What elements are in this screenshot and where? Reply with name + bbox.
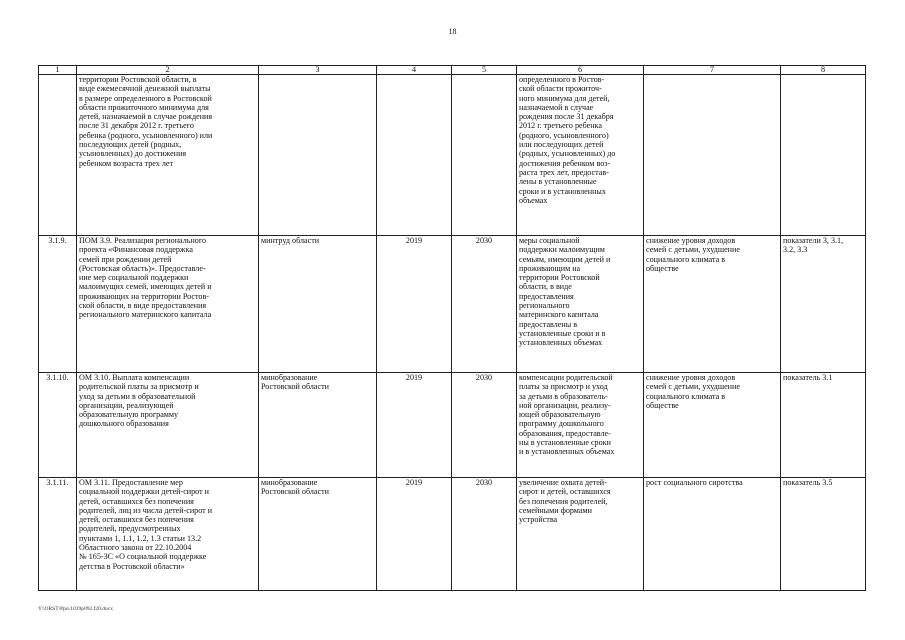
end-year: 2030 [452,236,517,373]
expected-result: увеличение охвата детей- сирот и детей, оставшихся без попечения родителей, семейными формами устройства [517,478,644,591]
column-header: 3 [259,66,377,75]
row-number [39,75,77,236]
start-year: 2019 [377,236,452,373]
column-header: 7 [644,66,781,75]
executor: минтруд области [259,236,377,373]
column-header: 8 [781,66,866,75]
expected-result: определенного в Ростов- ской области прожиточ- ного минимума для детей, назначаемой в случае рождения после 31 декабря 2012 г. третьего ребенка (родного, усыновленного) или последующих детей (родных, усыновленных) до достижения ребенком воз- раста трех лет, предостав- лены в установленные сроки и в установленных объемах [517,75,644,236]
row-number: 3.1.9. [39,236,77,373]
executor: минобразование Ростовской области [259,478,377,591]
expected-result: компенсации родительской платы за присмотр и уход за детьми в образователь- ной организации, реализу- ющей образовательную программу дошкольного образования, предоставле- ны в установленные сроки и в установленных объемах [517,373,644,478]
indicators: показатель 3.5 [781,478,866,591]
column-header: 2 [77,66,259,75]
indicators [781,75,866,236]
table-row [39,75,866,236]
column-header-row [39,66,866,75]
page-number: 18 [448,27,457,36]
consequences: снижение уровня доходов семей с детьми, ухудшение социального климата в обществе [644,373,781,478]
measure-name: ОМ 3.10. Выплата компенсации родительской платы за присмотр и уход за детьми в образовательной организации, реализующей образовательную программу дошкольного образования [77,373,259,478]
measure-name: ОМ 3.11. Предоставление мер социальной поддержки детей-сирот и детей, оставшихся без попечения родителей, лиц из числа детей-сирот и детей, оставшихся без попечения родителей, предусмотренных пунктами 1, 1.1, 1.2, 1.3 статьи 13.2 Областного закона от 22.10.2004 № 165-ЗС «О социальной поддержке детства в Ростовской области» [77,478,259,591]
start-year: 2019 [377,373,452,478]
consequences: снижение уровня доходов семей с детьми, ухудшение социального климата в обществе [644,236,781,373]
start-year [377,75,452,236]
table-row [39,236,866,373]
indicators: показатели 3, 3.1, 3.2, 3.3 [781,236,866,373]
file-path-footer: Y:\ORST\Ppo\1019p092.f20.docx [38,606,113,612]
row-number: 3.1.11. [39,478,77,591]
executor [259,75,377,236]
end-year [452,75,517,236]
indicators: показатель 3.1 [781,373,866,478]
end-year: 2030 [452,373,517,478]
column-header: 1 [39,66,77,75]
consequences [644,75,781,236]
column-header: 5 [452,66,517,75]
consequences: рост социального сиротства [644,478,781,591]
column-header: 4 [377,66,452,75]
table-row [39,373,866,478]
measure-name: ПОМ 3.9. Реализация регионального проекта «Финансовая поддержка семей при рождении детей (Ростовская область)». Предоставле- ние мер социальной поддержки малоимущих семей, имеющих детей и проживающих на территории Ростов- ской области, в виде предоставления регионального материнского капитала [77,236,259,373]
column-header: 6 [517,66,644,75]
expected-result: меры социальной поддержки малоимущим семьям, имеющим детей и проживающим на территории Ростовской области, в виде предоставления регионального материнского капитала предоставлены в установленные сроки и в установленных объемах [517,236,644,373]
program-table [38,65,866,591]
executor: минобразование Ростовской области [259,373,377,478]
measure-name: территории Ростовской области, в виде ежемесячной денежной выплаты в размере определенного в Ростовской области прожиточного минимума для детей, назначаемой в случае рождения после 31 декабря 2012 г. третьего ребенка (родного, усыновленного) или последующих детей (родных, усыновленных) до достижения ребенком возраста трех лет [77,75,259,236]
end-year: 2030 [452,478,517,591]
start-year: 2019 [377,478,452,591]
row-number: 3.1.10. [39,373,77,478]
table-row [39,478,866,591]
